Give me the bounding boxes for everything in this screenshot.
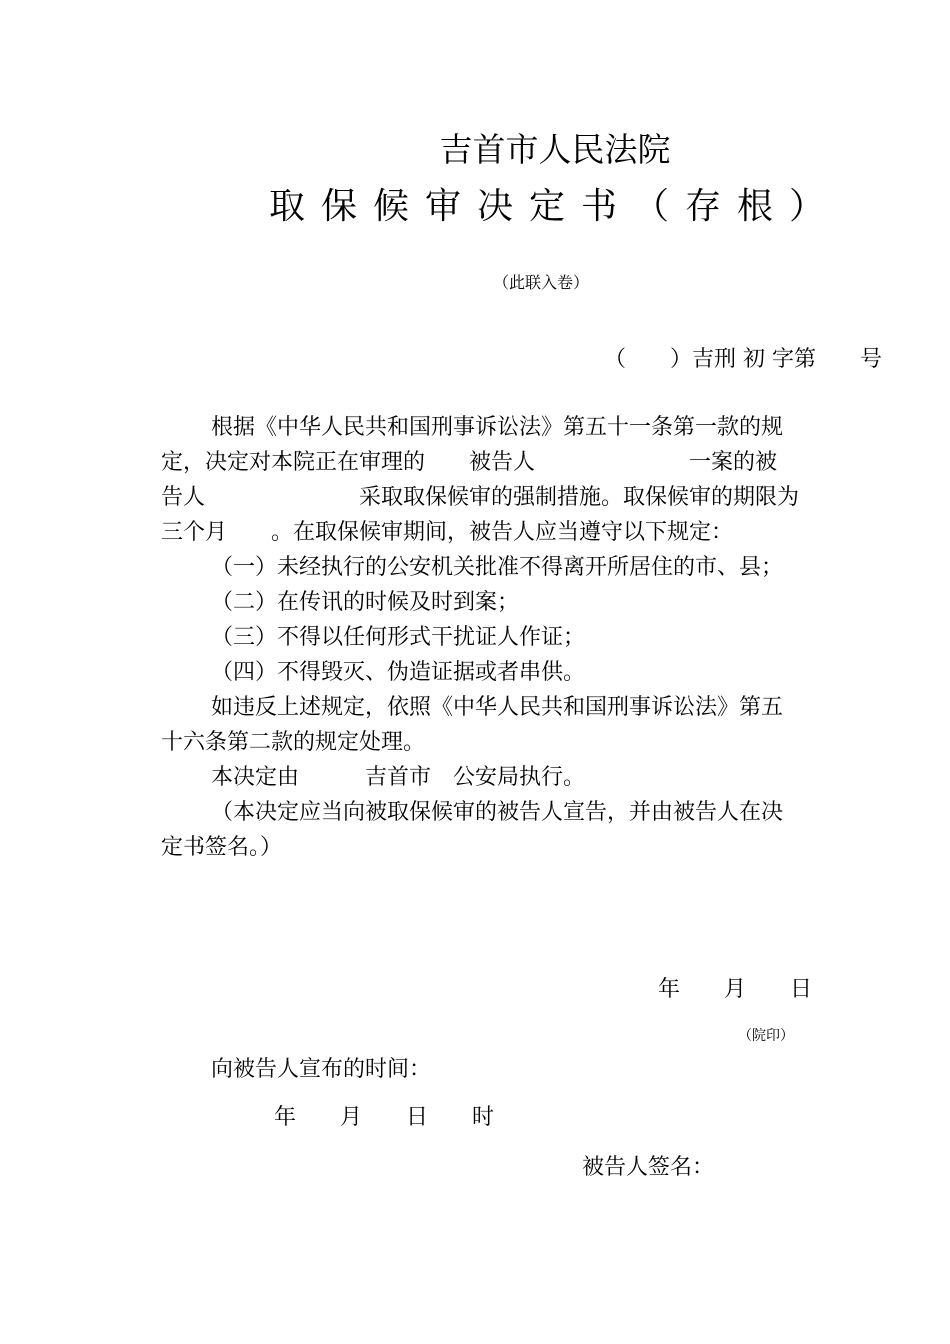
body-line: 如违反上述规定，依照《中华人民共和国刑事诉讼法》第五 xyxy=(211,695,784,720)
body-line: 告人 采取取保候审的强制措施。取保候审的期限为 xyxy=(161,485,800,510)
rule-item-1: （一）未经执行的公安机关批准不得离开所居住的市、县； xyxy=(211,555,784,580)
executor-line: 本决定由 吉首市 公安局执行。 xyxy=(211,765,586,790)
announce-time-label: 向被告人宣布的时间： xyxy=(211,1057,432,1082)
court-name: 吉首市人民法院 xyxy=(439,130,671,169)
rule-item-4: （四）不得毁灭、伪造证据或者串供。 xyxy=(211,660,586,685)
body-line: 根据《中华人民共和国刑事诉讼法》第五十一条第一款的规 xyxy=(211,415,784,440)
note-line: （本决定应当向被取保候审的被告人宣告，并由被告人在决 xyxy=(211,800,784,825)
defendant-signature-label: 被告人签名： xyxy=(582,1155,715,1180)
body-line: 十六条第二款的规定处理。 xyxy=(161,730,426,755)
rule-item-3: （三）不得以任何形式干扰证人作证； xyxy=(211,625,586,650)
court-seal-note: （院印） xyxy=(738,1028,794,1044)
document-title: 取保候审决定书（存根） xyxy=(268,186,841,227)
decision-date: 年 月 日 xyxy=(658,977,813,1002)
case-number: （ ）吉刑 初 字第 号 xyxy=(604,347,882,372)
body-line: 定，决定对本院正在审理的 被告人 一案的被 xyxy=(161,450,778,475)
copy-note: （此联入卷） xyxy=(492,273,589,292)
announce-time-field: 年 月 日 时 xyxy=(274,1105,495,1130)
body-line: 三个月 。在取保候审期间，被告人应当遵守以下规定： xyxy=(161,520,734,545)
note-line: 定书签名。） xyxy=(161,835,283,860)
rule-item-2: （二）在传讯的时候及时到案； xyxy=(211,590,520,615)
